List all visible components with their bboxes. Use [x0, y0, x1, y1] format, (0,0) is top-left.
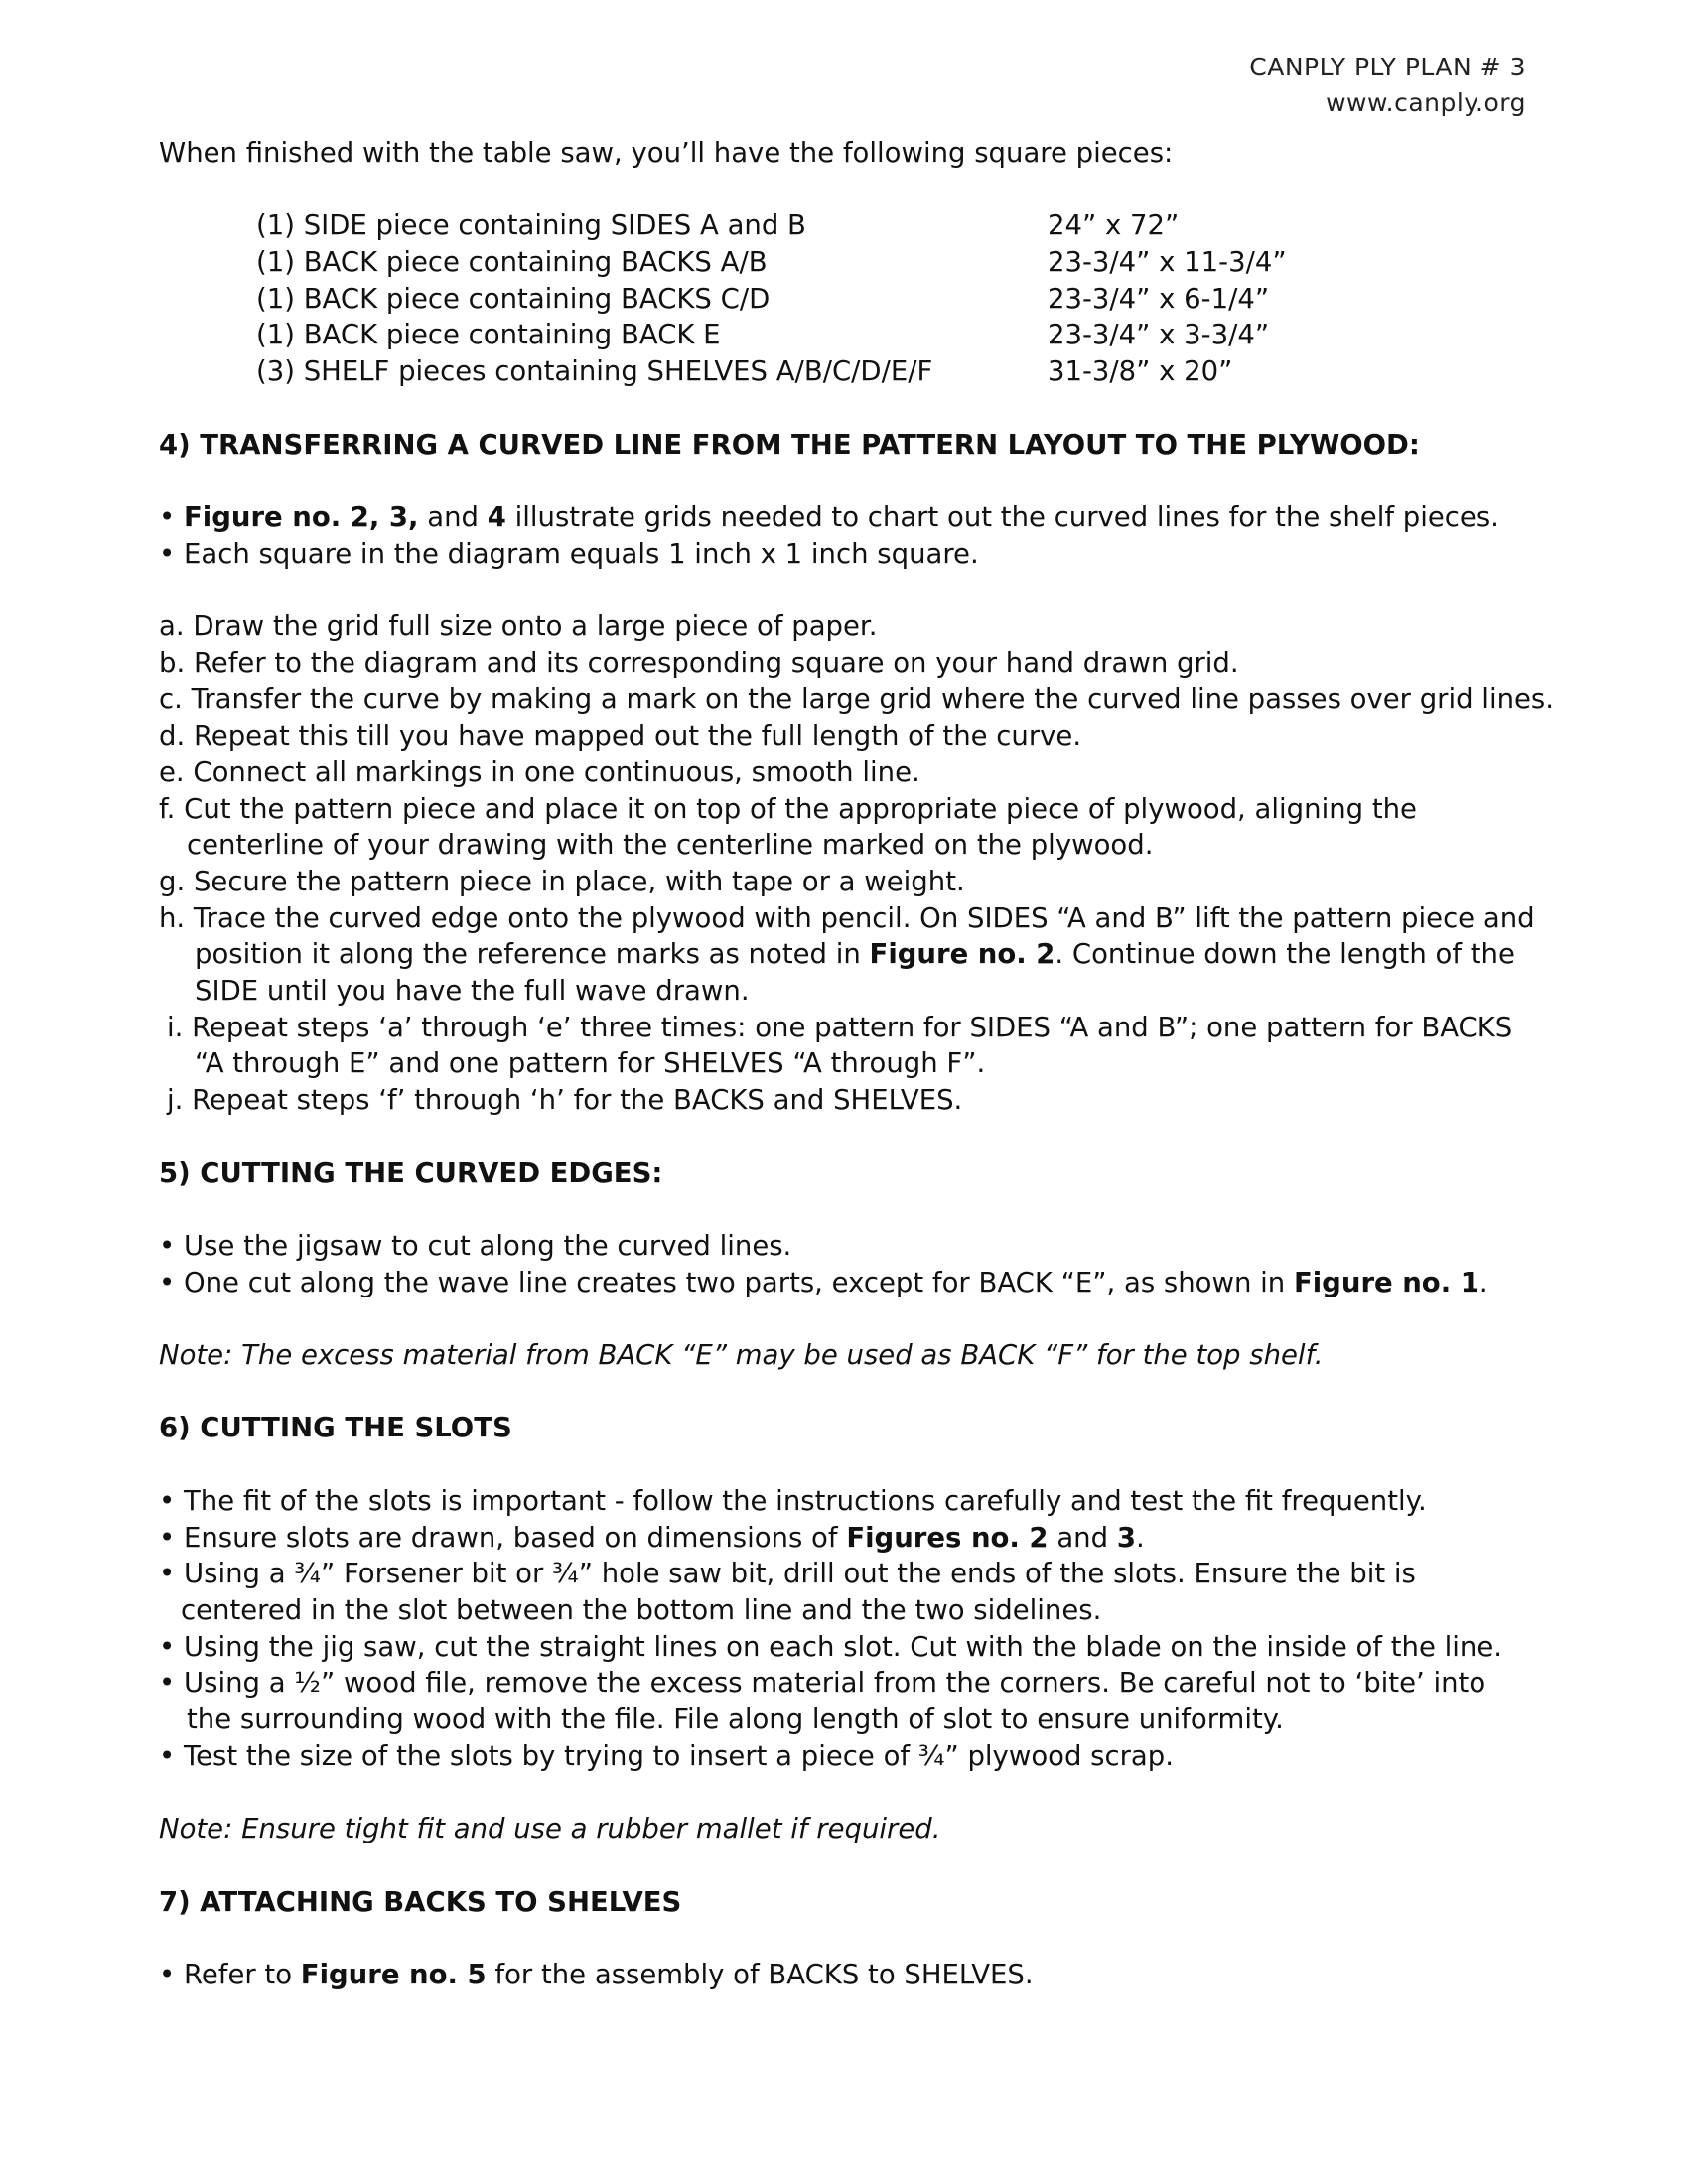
- piece-size: 24” x 72”: [1048, 209, 1180, 242]
- figure-ref: Figure no. 1: [1293, 1266, 1479, 1298]
- figure-ref: 3: [1116, 1521, 1136, 1554]
- section-6-bullet: [159, 1520, 1539, 1557]
- header-plan-title: CANPLY PLY PLAN # 3: [1249, 53, 1526, 81]
- piece-label: (1) SIDE piece containing SIDES A and B: [256, 209, 806, 242]
- pieces-list: [256, 207, 1539, 389]
- section-6-bullet: [159, 1738, 1539, 1775]
- step-i: i. Repeat steps ‘a’ through ‘e’ three times: one pattern for SIDES “A and B”; one pattern for BACKS: [167, 1011, 1513, 1043]
- text-span: and: [418, 500, 488, 533]
- piece-size: 31-3/8” x 20”: [1048, 355, 1233, 388]
- text-span: Use the jigsaw to cut along the curved lines.: [183, 1229, 792, 1262]
- step-f-cont: centerline of your drawing with the centerline marked on the plywood.: [187, 829, 1154, 862]
- step-h-cont: SIDE until you have the full wave drawn.: [195, 975, 750, 1008]
- piece-size: 23-3/4” x 6-1/4”: [1048, 282, 1270, 315]
- section-4-heading: 4) TRANSFERRING A CURVED LINE FROM THE PATTERN LAYOUT TO THE PLYWOOD:: [159, 428, 1420, 461]
- text-span: Ensure slots are drawn, based on dimensions of: [183, 1521, 847, 1554]
- text-span: Each square in the diagram equals 1 inch x 1 inch square.: [183, 537, 979, 570]
- section-7-bullet: [159, 1957, 1539, 1993]
- step-d: d. Repeat this till you have mapped out the full length of the curve.: [159, 720, 1082, 752]
- section-6-bullet: [159, 1556, 1539, 1592]
- piece-label: (3) SHELF pieces containing SHELVES A/B/C/D/E/F: [256, 355, 933, 388]
- section-6-bullet: [159, 1665, 1539, 1702]
- figure-ref: Figures no. 2: [846, 1521, 1049, 1554]
- piece-label: (1) BACK piece containing BACKS A/B: [256, 246, 768, 279]
- section-5-note: Note: The excess material from BACK “E” may be used as BACK “F” for the top shelf.: [159, 1339, 1324, 1372]
- figure-ref: 4: [487, 500, 506, 533]
- intro-text: When finished with the table saw, you’ll have the following square pieces:: [159, 137, 1174, 169]
- text-span: Test the size of the slots by trying to insert a piece of ¾” plywood scrap.: [183, 1739, 1174, 1772]
- header-website: www.canply.org: [1326, 88, 1526, 117]
- text-span: for the assembly of BACKS to SHELVES.: [486, 1958, 1034, 1990]
- page-header: [1249, 50, 1526, 121]
- text-span: Using a ½” wood file, remove the excess material from the corners. Be careful not to ‘bite’ into: [183, 1667, 1486, 1700]
- piece-row: [256, 317, 1539, 353]
- text-span: .: [1478, 1266, 1488, 1298]
- text-span: Using the jig saw, cut the straight lines on each slot. Cut with the blade on the inside of the line.: [183, 1630, 1502, 1663]
- figure-ref: Figure no. 5: [300, 1958, 487, 1990]
- bullet-icon: •: [159, 1739, 176, 1772]
- text-span: position it along the reference marks as noted in: [195, 938, 870, 971]
- text-span: . Continue down the length of the: [1055, 938, 1515, 971]
- section-6-bullet-cont: the surrounding wood with the file. File along length of slot to ensure uniformity.: [187, 1704, 1284, 1736]
- section-6-bullet: [159, 1629, 1539, 1666]
- step-a: a. Draw the grid full size onto a large piece of paper.: [159, 611, 878, 642]
- section-6-heading: 6) CUTTING THE SLOTS: [159, 1412, 512, 1444]
- step-c: c. Transfer the curve by making a mark on the large grid where the curved line passes over grid lines.: [159, 683, 1554, 716]
- step-i-cont: “A through E” and one pattern for SHELVES “A through F”.: [195, 1047, 986, 1080]
- bullet-icon: •: [159, 537, 176, 570]
- piece-label: (1) BACK piece containing BACK E: [256, 319, 721, 351]
- text-span: One cut along the wave line creates two parts, except for BACK “E”, as shown in: [183, 1266, 1294, 1298]
- section-4-bullet: [159, 536, 1539, 573]
- text-span: illustrate grids needed to chart out the curved lines for the shelf pieces.: [505, 500, 1499, 533]
- text-span: Using a ¾” Forsener bit or ¾” hole saw bit, drill out the ends of the slots. Ensure the bit is: [183, 1558, 1416, 1590]
- bullet-icon: •: [159, 1558, 176, 1590]
- step-e: e. Connect all markings in one continuous, smooth line.: [159, 755, 920, 788]
- section-5-bullet: [159, 1265, 1539, 1301]
- text-span: .: [1135, 1521, 1145, 1554]
- bullet-icon: •: [159, 1958, 176, 1990]
- bullet-icon: •: [159, 1667, 176, 1700]
- bullet-icon: •: [159, 1521, 176, 1554]
- figure-ref: Figure no. 2: [869, 938, 1055, 971]
- piece-row: [256, 207, 1539, 244]
- step-h: h. Trace the curved edge onto the plywood with pencil. On SIDES “A and B” lift the pattern piece and: [159, 901, 1535, 934]
- bullet-icon: •: [159, 1630, 176, 1663]
- section-5-heading: 5) CUTTING THE CURVED EDGES:: [159, 1157, 663, 1189]
- step-j: j. Repeat steps ‘f’ through ‘h’ for the BACKS and SHELVES.: [167, 1084, 963, 1117]
- piece-row: [256, 353, 1539, 390]
- bullet-icon: •: [159, 1266, 176, 1298]
- step-f: f. Cut the pattern piece and place it on top of the appropriate piece of plywood, aligning the: [159, 792, 1417, 825]
- text-span: and: [1048, 1521, 1117, 1554]
- section-4-bullet: [159, 499, 1539, 536]
- section-6-bullet: [159, 1483, 1539, 1520]
- document-body: [159, 135, 1554, 1993]
- bullet-icon: •: [159, 1484, 176, 1517]
- section-5-bullet: [159, 1228, 1539, 1265]
- bullet-icon: •: [159, 1229, 176, 1262]
- step-h-cont: [159, 936, 1539, 973]
- piece-row: [256, 281, 1539, 318]
- piece-size: 23-3/4” x 11-3/4”: [1048, 246, 1287, 279]
- text-span: Refer to: [183, 1958, 301, 1990]
- section-6-note: Note: Ensure tight fit and use a rubber mallet if required.: [159, 1813, 941, 1845]
- text-span: The fit of the slots is important - follow the instructions carefully and test the fit frequently.: [183, 1484, 1427, 1517]
- section-6-bullet-cont: centered in the slot between the bottom line and the two sidelines.: [181, 1593, 1102, 1626]
- section-7-heading: 7) ATTACHING BACKS TO SHELVES: [159, 1885, 682, 1918]
- piece-row: [256, 244, 1539, 281]
- step-b: b. Refer to the diagram and its corresponding square on your hand drawn grid.: [159, 646, 1239, 679]
- step-g: g. Secure the pattern piece in place, with tape or a weight.: [159, 865, 965, 897]
- piece-label: (1) BACK piece containing BACKS C/D: [256, 282, 771, 315]
- bullet-icon: •: [159, 500, 176, 533]
- figure-ref: Figure no. 2, 3,: [183, 500, 419, 533]
- piece-size: 23-3/4” x 3-3/4”: [1048, 319, 1270, 351]
